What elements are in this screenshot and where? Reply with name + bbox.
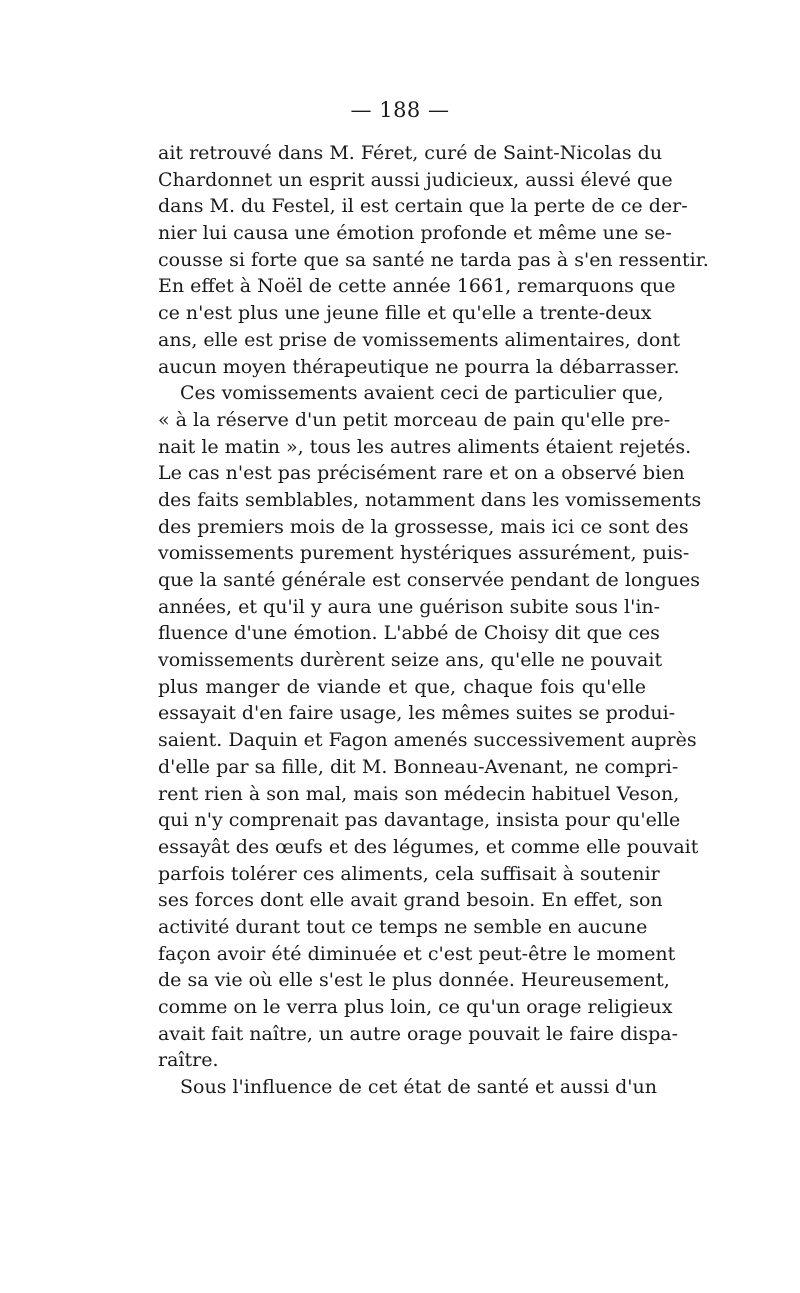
text-line: ait retrouvé dans M. Féret, curé de Saint-Nicolas du: [158, 142, 663, 164]
text-line: rent rien à son mal, mais son médecin habituel Veson,: [158, 782, 680, 805]
text-line: aucun moyen thérapeutique ne pourra la débarrasser.: [158, 355, 680, 378]
text-line: ses forces dont elle avait grand besoin. En effet, son: [158, 889, 663, 912]
text-line: « à la réserve d'un petit morceau de pain qu'elle pre-: [158, 408, 671, 431]
text-line: années, et qu'il y aura une guérison subite sous l'in-: [158, 595, 661, 618]
text-line: plus manger de viande et que, chaque fois qu'elle: [158, 675, 646, 698]
paragraph-start-line: Ces vomissements avaient ceci de particulier que,: [180, 382, 664, 405]
text-line: fluence d'une émotion. L'abbé de Choisy dit que ces: [158, 622, 660, 645]
text-line: Le cas n'est pas précisément rare et on a observé bien: [158, 462, 685, 485]
text-line: dans M. du Festel, il est certain que la perte de ce der-: [158, 195, 688, 218]
text-line: cousse si forte que sa santé ne tarda pas à s'en ressentir.: [158, 248, 709, 271]
text-line: nier lui causa une émotion profonde et même une se-: [158, 222, 672, 245]
paragraph-start-line: Sous l'influence de cet état de santé et aussi d'un: [180, 1076, 657, 1099]
text-line: essayât des œufs et des légumes, et comme elle pouvait: [158, 835, 699, 858]
text-line: parfois tolérer ces aliments, cela suffisait à soutenir: [158, 862, 660, 885]
text-line: En effet à Noël de cette année 1661, remarquons que: [158, 275, 676, 298]
page-number: — 188 —: [350, 98, 450, 122]
text-line: façon avoir été diminuée et c'est peut-être le moment: [158, 942, 676, 965]
text-line: d'elle par sa fille, dit M. Bonneau-Avenant, ne compri-: [158, 755, 679, 778]
body-text: [158, 140, 709, 1101]
text-line: qui n'y comprenait pas davantage, insista pour qu'elle: [158, 809, 681, 832]
text-line: saient. Daquin et Fagon amenés successivement auprès: [158, 729, 697, 752]
text-line: activité durant tout ce temps ne semble en aucune: [158, 915, 648, 938]
text-line: ce n'est plus une jeune fille et qu'elle a trente-deux: [158, 302, 652, 325]
text-line: avait fait naître, un autre orage pouvait le faire dispa-: [158, 1022, 679, 1045]
text-line: que la santé générale est conservée pendant de longues: [158, 569, 700, 591]
text-line: Chardonnet un esprit aussi judicieux, aussi élevé que: [158, 168, 673, 191]
text-line: des premiers mois de la grossesse, mais ici ce sont des: [158, 515, 689, 538]
text-line: ans, elle est prise de vomissements alimentaires, dont: [158, 328, 681, 351]
text-line: comme on le verra plus loin, ce qu'un orage religieux: [158, 996, 673, 1018]
text-line: nait le matin », tous les autres aliments étaient rejetés.: [158, 435, 692, 458]
text-line: vomissements durèrent seize ans, qu'elle ne pouvait: [158, 649, 663, 672]
text-line: essayait d'en faire usage, les mêmes suites se produi-: [158, 702, 676, 725]
text-line: vomissements purement hystériques assurément, puis-: [158, 542, 690, 565]
text-line: de sa vie où elle s'est le plus donnée. Heureusement,: [158, 969, 670, 992]
paragraph-end-line: raître.: [158, 1049, 219, 1072]
text-line: des faits semblables, notamment dans les vomissements: [158, 488, 702, 511]
